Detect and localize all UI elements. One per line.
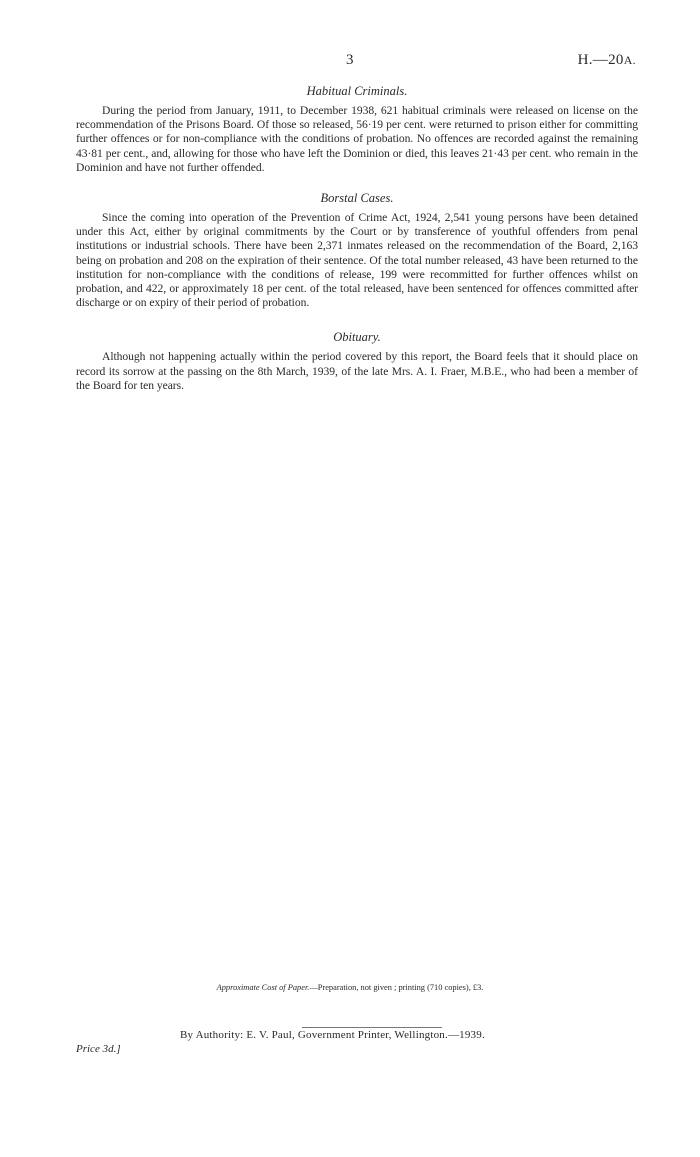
section-habitual-criminals [76, 84, 638, 175]
cost-of-paper-note [0, 983, 700, 992]
printer-authority: By Authority: E. V. Paul, Government Printer, Wellington.—1939. [180, 1029, 485, 1041]
document-reference [578, 52, 636, 69]
section-heading: Obituary. [333, 330, 381, 345]
section-paragraph: Although not happening actually within the period covered by this report, the Board feels that it should place on record its sorrow at the passing on the 8th March, 1939, of the late Mrs. A. I. Fraer, M.B.E., who had been a member of the Board for ten years. [76, 350, 638, 392]
section-paragraph: Since the coming into operation of the Prevention of Crime Act, 1924, 2,541 young persons have been detained under this Act, either by original commitments by the Court or by transference of youthful offenders from penal institutions or industrial schools. There have been 2,371 inmates released on the recommendation of the Board, 2,163 being on probation and 208 on the expiration of their sentence. Of the total number released, 43 have been returned to the institution for non-compliance with the conditions of release, 199 were recommitted for further offences whilst on probation, and 422, or approximately 18 per cent. of the total released, have been sentenced for offences committed after discharge or on expiry of their period of probation. [76, 211, 638, 310]
document-body [76, 80, 638, 393]
page-number: 3 [346, 52, 354, 68]
section-paragraph: During the period from January, 1911, to December 1938, 621 habitual criminals were released on license on the recommendation of the Prisons Board. Of those so released, 56·19 per cent. were returned to prison either for committing further offences or for non-compliance with the conditions of probation. No offences are recorded against the remaining 43·81 per cent., and, allowing for those who have left the Dominion or died, this leaves 21·43 per cent. who remain in the Dominion and have not further offended. [76, 104, 638, 174]
section-heading: Borstal Cases. [320, 191, 394, 206]
price-label: Price 3d.] [76, 1043, 121, 1055]
section-obituary [76, 330, 638, 393]
cost-label: Approximate Cost of Paper. [216, 983, 310, 992]
document-reference-prefix: H.—20 [577, 52, 624, 68]
section-borstal-cases [76, 191, 638, 310]
section-heading: Habitual Criminals. [306, 84, 408, 98]
cost-text: —Preparation, not given ; printing (710 copies), £3. [309, 983, 484, 992]
footer-divider [302, 1027, 442, 1028]
document-reference-suffix: A. [623, 53, 636, 67]
